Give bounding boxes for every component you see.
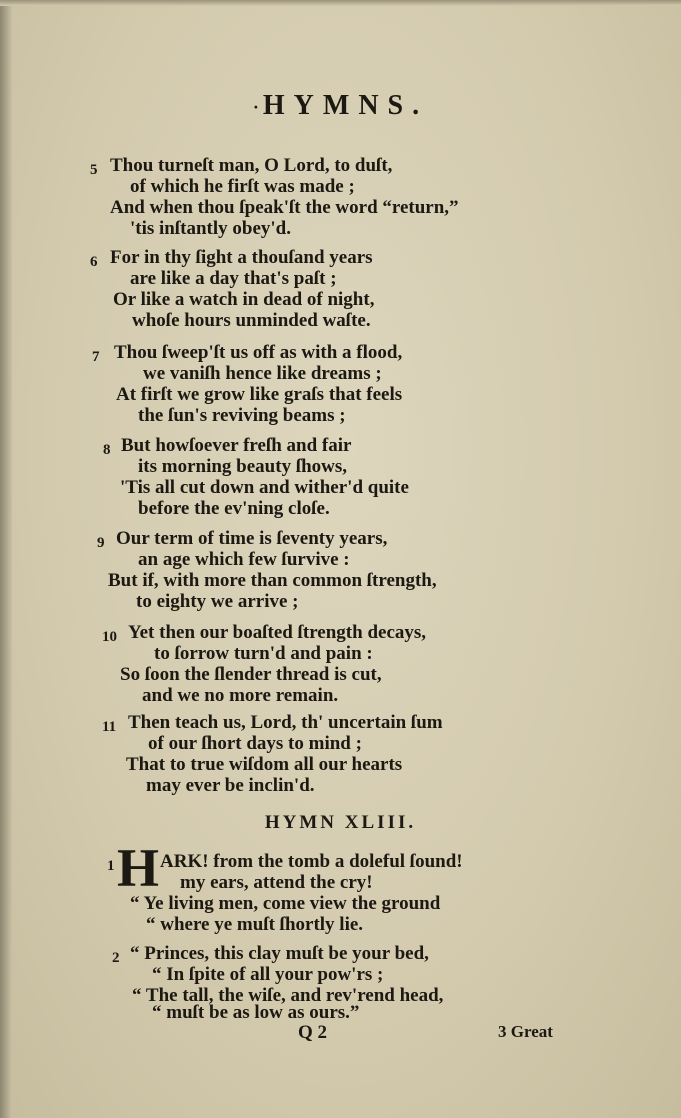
stanza-number: 9	[97, 535, 105, 551]
stanza-line: 'Tis all cut down and wither'd quite	[120, 477, 409, 498]
stanza-line: may ever be inclin'd.	[146, 775, 315, 796]
stanza-line: we vaniſh hence like dreams ;	[143, 363, 382, 384]
catchword: 3 Great	[498, 1022, 553, 1041]
running-head	[0, 90, 681, 122]
stanza-line: At firſt we grow like graſs that feels	[116, 384, 403, 405]
stanza-line: are like a day that's paſt ;	[130, 268, 337, 289]
stanza-line: Thou ſweep'ſt us off as with a flood,	[114, 342, 403, 363]
stanza-line: Thou turneſt man, O Lord, to duſt,	[110, 155, 393, 176]
stanza-line: “ In ſpite of all your pow'rs ;	[152, 964, 384, 985]
stanza-line: to ſorrow turn'd and pain :	[154, 643, 373, 664]
stanza-line: before the ev'ning cloſe.	[138, 498, 330, 519]
stanza-line: of which he firſt was made ;	[130, 176, 355, 197]
stanza-line: its morning beauty ſhows,	[138, 456, 348, 477]
stanza-line: Our term of time is ſeventy years,	[116, 528, 388, 549]
stanza-number: 1	[107, 858, 115, 874]
stanza-line: For in thy ſight a thouſand years	[110, 247, 373, 268]
stanza-line: And when thou ſpeak'ſt the word “return,”	[110, 197, 459, 218]
drop-cap-initial: H	[117, 838, 160, 898]
running-head-text: HYMNS.	[262, 90, 429, 121]
hymn-title: HYMN XLIII.	[264, 812, 417, 833]
stanza-line: So ſoon the ſlender thread is cut,	[120, 664, 382, 685]
stanza-line: “ The tall, the wiſe, and rev'rend head,	[132, 985, 444, 1006]
stanza-line: my ears, attend the cry!	[180, 872, 373, 893]
stanza-line: “ Ye living men, come view the ground	[130, 893, 441, 914]
stanza-line: But if, with more than common ſtrength,	[108, 570, 437, 591]
stanza-line: “ where ye muſt ſhortly lie.	[146, 914, 364, 935]
stanza-line: “ Princes, this clay muſt be your bed,	[130, 943, 429, 964]
stanza-number: 8	[103, 442, 111, 458]
ornament-dot: ·	[252, 97, 259, 118]
stanza-line: “ muſt be as low as ours.”	[152, 1002, 360, 1023]
stanza-line: to eighty we arrive ;	[136, 591, 299, 612]
stanza-line: ARK! from the tomb a doleful ſound!	[160, 851, 463, 872]
stanza-line: But howſoever freſh and fair	[121, 435, 352, 456]
stanza-line: Or like a watch in dead of night,	[113, 289, 375, 310]
signature-mark: Q 2	[298, 1022, 328, 1043]
stanza-number: 2	[112, 950, 120, 966]
page-gutter-shadow	[0, 0, 12, 1118]
stanza-number: 11	[102, 719, 117, 735]
stanza-line: That to true wiſdom all our hearts	[126, 754, 403, 775]
stanza-line: Then teach us, Lord, th' uncertain ſum	[128, 712, 443, 733]
stanza-line: Yet then our boaſted ſtrength decays,	[128, 622, 427, 643]
stanza-line: an age which few ſurvive :	[138, 549, 350, 570]
stanza-number: 10	[102, 629, 117, 645]
page-top-edge	[0, 0, 681, 6]
stanza-line: of our ſhort days to mind ;	[148, 733, 362, 754]
stanza-line: 'tis inſtantly obey'd.	[130, 218, 291, 239]
stanza-line: whoſe hours unminded waſte.	[132, 310, 371, 331]
stanza-number: 5	[90, 162, 98, 178]
stanza-line: the ſun's reviving beams ;	[138, 405, 346, 426]
stanza-number: 6	[90, 254, 98, 270]
stanza-number: 7	[92, 349, 100, 365]
stanza-line: and we no more remain.	[142, 685, 339, 706]
